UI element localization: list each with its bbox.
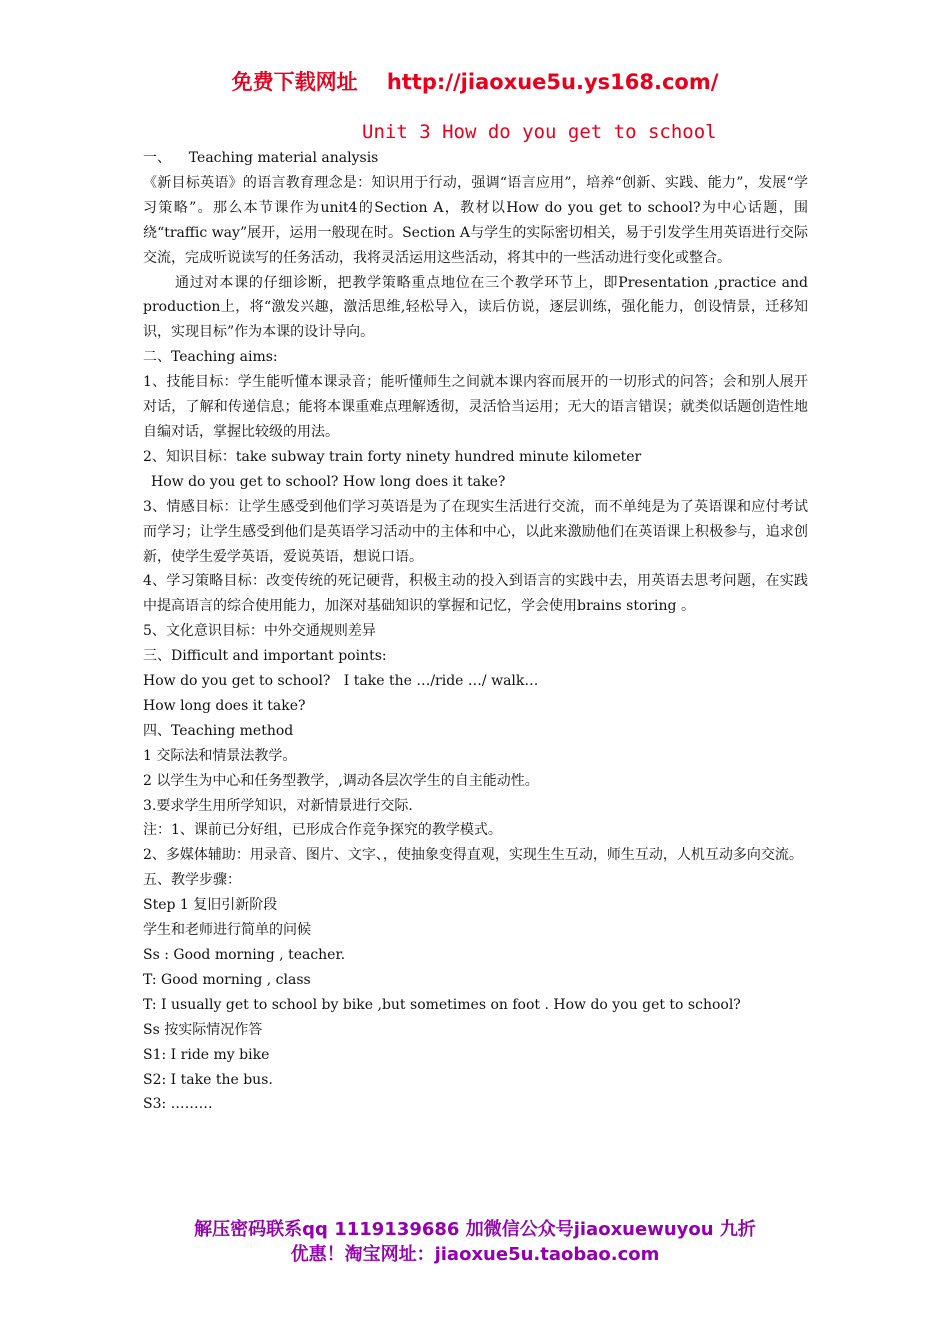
paragraph: 通过对本课的仔细诊断，把教学策略重点地位在三个教学环节上，即Presentation ,practice and production上，将“激发兴趣，激活思维,轻松导入，读后仿说，逐层训练，强化能力，创设情景，迁移知识，实现目标”作为本课的设计导向。 bbox=[143, 274, 808, 341]
paragraph: Ss 按实际情况作答 bbox=[143, 1021, 263, 1038]
paragraph: 1 交际法和情景法教学。 bbox=[143, 747, 297, 764]
contact-footer bbox=[0, 1217, 950, 1267]
section-heading: 三、Difficult and important points: bbox=[143, 648, 387, 665]
download-header bbox=[0, 66, 950, 96]
paragraph: 5、文化意识目标：中外交通规则差异 bbox=[143, 623, 376, 640]
paragraph: T: I usually get to school by bike ,but sometimes on foot . How do you get to school? bbox=[143, 996, 741, 1013]
paragraph: 3、情感目标：让学生感受到他们学习英语是为了在现实生活进行交流，而不单纯是为了英语课和应付考试而学习；让学生感受到他们是英语学习活动中的主体和中心，以此来激励他们在英语课上积极参与，追求创新，使学生爱学英语，爱说英语，想说口语。 bbox=[143, 498, 808, 565]
paragraph: How do you get to school? I take the …/ride …/ walk… bbox=[143, 673, 539, 690]
paragraph: 1、技能目标：学生能听懂本课录音；能听懂师生之间就本课内容而展开的一切形式的问答；会和别人展开对话，了解和传递信息；能将本课重难点理解透彻，灵活恰当运用；无大的语言错误；就类似话题创造性地自编对话，掌握比较级的用法。 bbox=[143, 374, 808, 440]
paragraph: 4、学习策略目标：改变传统的死记硬背，积极主动的投入到语言的实践中去，用英语去思考问题，在实践中提高语言的综合使用能力，加深对基础知识的掌握和记忆，学会使用brains storing 。 bbox=[143, 573, 808, 615]
footer-link[interactable]: 优惠！淘宝网址：jiaoxue5u.taobao.com bbox=[290, 1244, 660, 1265]
paragraph: 3.要求学生用所学知识，对新情景进行交际. bbox=[143, 797, 413, 814]
header-url-link[interactable]: http://jiaoxue5u.ys168.com/ bbox=[386, 70, 719, 94]
footer-line: 解压密码联系qq 1119139686 加微信公众号jiaoxuewuyou 九折 bbox=[194, 1219, 756, 1240]
section-heading: 二、Teaching aims: bbox=[143, 349, 278, 366]
section-heading: 五、教学步骤： bbox=[143, 872, 241, 889]
section-heading: 一、 Teaching material analysis bbox=[143, 150, 379, 166]
section-heading: 四、Teaching method bbox=[143, 722, 294, 739]
paragraph: 2、多媒体辅助：用录音、图片、文字、，使抽象变得直观，实现生生互动，师生互动，人机互动多向交流。 bbox=[143, 847, 803, 864]
paragraph: T: Good morning , class bbox=[143, 971, 311, 988]
header-label: 免费下载网址 bbox=[231, 70, 358, 94]
paragraph: How long does it take? bbox=[143, 697, 306, 714]
paragraph: How do you get to school? How long does it take? bbox=[151, 473, 506, 490]
document-title: Unit 3 How do you get to school bbox=[362, 121, 717, 143]
paragraph: Step 1 复旧引新阶段 bbox=[143, 897, 278, 914]
paragraph: 《新目标英语》的语言教育理念是：知识用于行动，强调“语言应用”，培养“创新、实践、能力”，发展“学习策略”。那么本节课作为unit4的Section A，教材以How do you get to school?为中心话题，围绕“traffic way”展开，运用一般现在时。Section A与学生的实际密切相关，易于引发学生用英语进行交际交流，完成听说读写的任务活动，我将灵活运用这些活动，将其中的一些活动进行变化或整合。 bbox=[143, 174, 808, 266]
paragraph: 2、知识目标：take subway train forty ninety hundred minute kilometer bbox=[143, 448, 642, 465]
paragraph: 注：1、课前已分好组，已形成合作竞争探究的教学模式。 bbox=[143, 822, 502, 839]
paragraph: Ss : Good morning , teacher. bbox=[143, 947, 346, 963]
paragraph: S2: I take the bus. bbox=[143, 1071, 273, 1088]
paragraph: S1: I ride my bike bbox=[143, 1046, 270, 1063]
paragraph: 学生和老师进行简单的问候 bbox=[143, 922, 311, 939]
paragraph: 2 以学生为中心和任务型教学，,调动各层次学生的自主能动性。 bbox=[143, 772, 539, 789]
paragraph: S3: ……… bbox=[143, 1096, 213, 1113]
document-body bbox=[143, 146, 808, 1117]
